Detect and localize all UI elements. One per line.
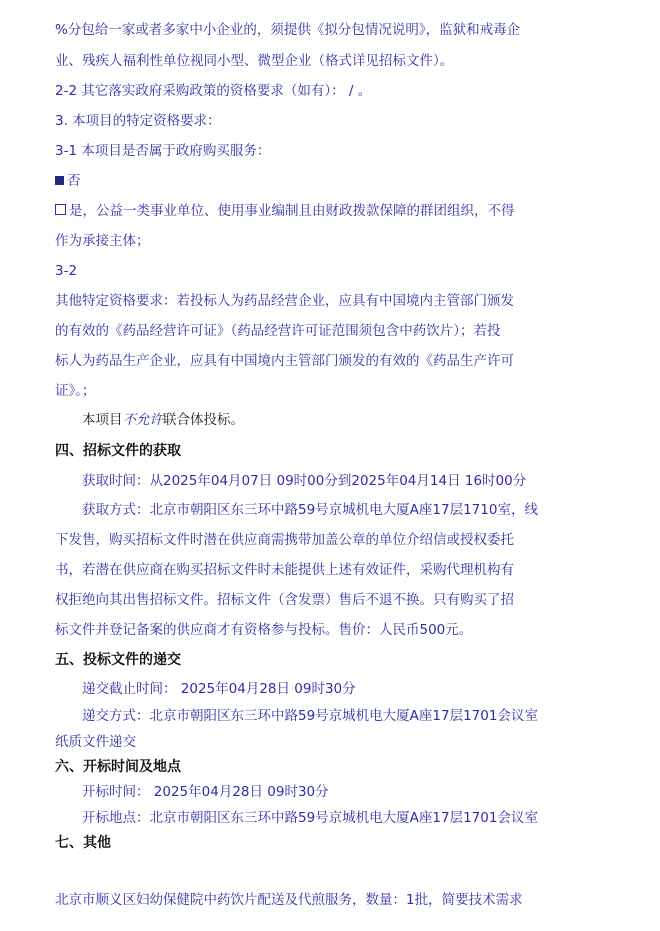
consortium-suffix: 联合体投标。: [163, 412, 244, 428]
special-requirement-line: 其他特定资格要求：若投标人为药品经营企业，应具有中国境内主管部门颁发: [55, 293, 514, 309]
checked-square-icon: [55, 176, 64, 185]
special-qualification-heading: 3. 本项目的特定资格要求：: [55, 113, 221, 129]
section-6-heading: 六、开标时间及地点: [55, 759, 181, 775]
consortium-statement: [82, 410, 244, 430]
option-yes-label: 是，公益一类事业单位、使用事业编制且由财政拨款保障的群团组织，不得: [69, 203, 515, 219]
policy-requirement-line: 2-2 其它落实政府采购政策的资格要求（如有）： / 。: [55, 83, 372, 99]
special-requirement-line: 证》。；: [55, 383, 96, 399]
consortium-value: 不允许: [122, 412, 163, 428]
acquisition-method-line: 权拒绝向其出售招标文件。招标文件（含发票）售后不退不换。只有购买了招: [55, 592, 514, 608]
submission-deadline: 递交截止时间： 2025年04月28日 09时30分: [82, 681, 356, 697]
acquisition-method-line: 获取方式：北京市朝阳区东三环中路59号京城机电大厦A座17层1710室，线: [82, 502, 538, 518]
acquisition-method-line: 标文件并登记备案的供应商才有资格参与投标。售价：人民币500元。: [55, 622, 473, 638]
unchecked-square-icon: [55, 204, 66, 215]
acquisition-time: 获取时间：从2025年04月07日 09时00分到2025年04月14日 16时00分: [82, 473, 527, 489]
submission-method: 递交方式：北京市朝阳区东三环中路59号京城机电大厦A座17层1701会议室: [82, 708, 538, 724]
option-no: [55, 171, 81, 191]
paragraph-line: %分包给一家或者多家中小企业的，须提供《拟分包情况说明》，监狱和戒毒企: [55, 22, 521, 38]
paragraph-line: 业、残疾人福利性单位视同小型、微型企业（格式详见招标文件）。: [55, 53, 454, 69]
acquisition-method-line: 下发售，购买招标文件时潜在供应商需携带加盖公章的单位介绍信或授权委托: [55, 532, 514, 548]
option-no-label: 否: [67, 173, 81, 189]
opening-place: 开标地点：北京市朝阳区东三环中路59号京城机电大厦A座17层1701会议室: [82, 810, 538, 826]
option-yes: [55, 201, 515, 221]
section-4-heading: 四、招标文件的获取: [55, 443, 181, 459]
special-requirement-line: 的有效的《药品经营许可证》（药品经营许可证范围须包含中药饮片）；若投: [55, 323, 501, 339]
consortium-prefix: 本项目: [82, 412, 123, 428]
option-yes-continued: 作为承接主体；: [55, 233, 150, 249]
submission-method-continued: 纸质文件递交: [55, 734, 136, 750]
government-service-question: 3-1 本项目是否属于政府购买服务：: [55, 143, 271, 159]
section-7-heading: 七、其他: [55, 835, 111, 851]
opening-time: 开标时间： 2025年04月28日 09时30分: [82, 784, 329, 800]
acquisition-method-line: 书，若潜在供应商在购买招标文件时未能提供上述有效证件，采购代理机构有: [55, 562, 514, 578]
special-requirement-line: 标人为药品生产企业，应具有中国境内主管部门颁发的有效的《药品生产许可: [55, 353, 514, 369]
item-3-2-label: 3-2: [55, 263, 78, 279]
section-5-heading: 五、投标文件的递交: [55, 652, 181, 668]
other-info-line: 北京市顺义区妇幼保健院中药饮片配送及代煎服务，数量：1批，简要技术需求: [55, 892, 523, 908]
